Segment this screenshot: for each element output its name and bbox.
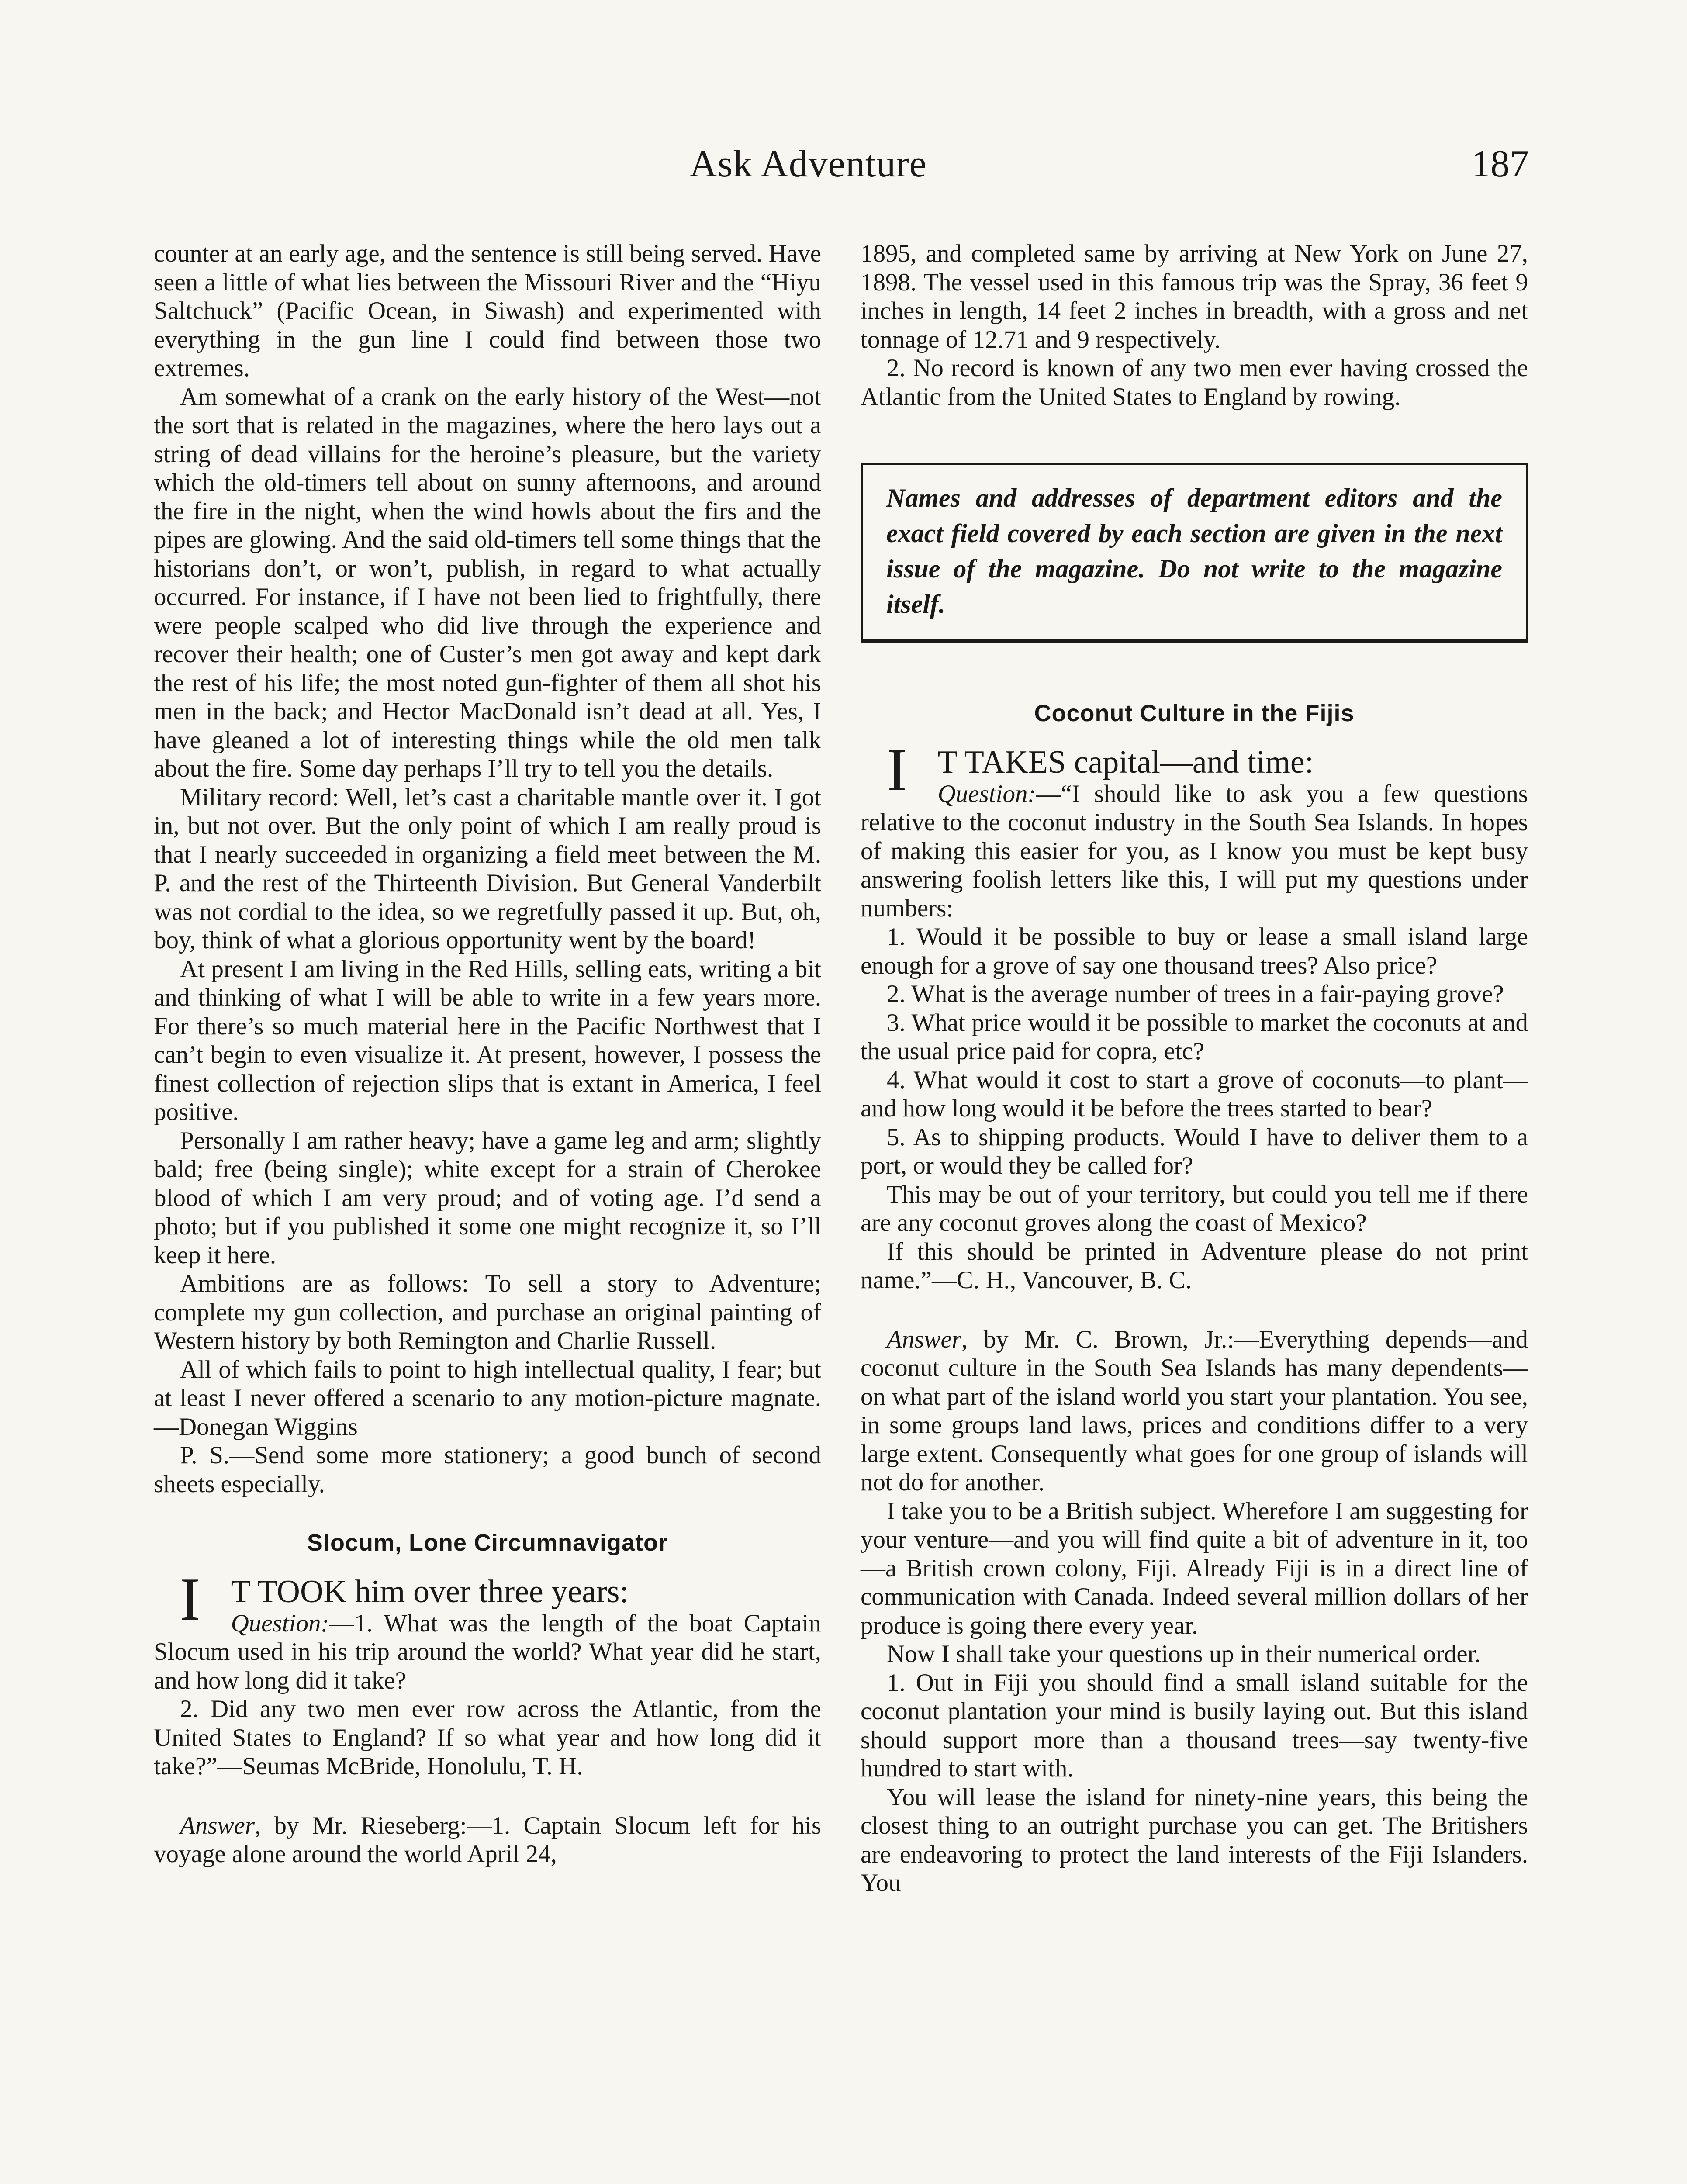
question-text: —1. What was the length of the boat Captain Slocum used in his trip around the world? What year did he start, and how long did it take? xyxy=(154,1609,821,1694)
running-header-title: Ask Adventure xyxy=(689,143,927,185)
answer-text: , by Mr. C. Brown, Jr.:—Everything depends—and coconut culture in the South Sea Islands has many dependents—on what part of the island world you start your plantation. You see, in some groups land laws, prices and conditions differ to a very large extent. Consequently what goes for one group of islands will not do for another. xyxy=(861,1325,1528,1496)
question-paragraph xyxy=(861,780,1528,923)
lead-text: T TAKES capital—and time: xyxy=(937,744,1314,780)
paragraph: Am somewhat of a crank on the early history of the West—not the sort that is related in the magazines, where the hero lays out a string of dead villains for the heroine’s pleasure, but the variety which the old-timers tell about on sunny afternoons, and around the fire in the night, when the wind howls about the firs and the pipes are glowing. And the said old-timers tell some things that the historians don’t, or won’t, publish, in regard to what actually occurred. For instance, if I have not been lied to frightfully, there were people scalped who did live through the experience and recover their health; one of Custer’s men got away and kept dark the rest of his life; the most noted gun-fighter of them all shot his men in the back; and Hector MacDonald isn’t dead at all. Yes, I have gleaned a lot of interesting things while the old men talk about the fire. Some day perhaps I’ll try to tell you the details. xyxy=(154,383,821,782)
drop-cap: I xyxy=(887,736,907,804)
question-label: Question: xyxy=(231,1609,329,1637)
answer-paragraph xyxy=(861,1325,1528,1497)
paragraph: If this should be printed in Adventure please do not print name.”—C. H., Vancouver, B. C. xyxy=(861,1237,1528,1294)
paragraph: 1. Would it be possible to buy or lease a small island large enough for a grove of say one thousand trees? Also price? xyxy=(861,923,1528,979)
paragraph: At present I am living in the Red Hills, selling eats, writing a bit and thinking of what I will be able to write in a few years more. For there’s so much material here in the Pacific Northwest that I can’t begin to even visualize it. At present, however, I possess the finest collection of rejection slips that is extant in America, I feel positive. xyxy=(154,955,821,1126)
paragraph: 1895, and completed same by arriving at New York on June 27, 1898. The vessel used in this famous trip was the Spray, 36 feet 9 inches in length, 14 feet 2 inches in breadth, with a gross and net tonnage of 12.71 and 9 respectively. xyxy=(861,240,1528,353)
paragraph: 5. As to shipping products. Would I have to deliver them to a port, or would they be called for? xyxy=(861,1123,1528,1179)
paragraph: counter at an early age, and the sentence is still being served. Have seen a little of what lies between the Missouri River and the “Hiyu Saltchuck” (Pacific Ocean, in Siwash) and experimented with everything in the gun line I could find between those two extremes. xyxy=(154,240,821,382)
paragraph: 3. What price would it be possible to market the coconuts at and the usual price paid for copra, etc? xyxy=(861,1009,1528,1065)
section-heading: Slocum, Lone Circumnavigator xyxy=(307,1530,668,1556)
page-number: 187 xyxy=(1471,143,1529,185)
answer-label: Answer xyxy=(180,1811,255,1839)
paragraph: Ambitions are as follows: To sell a story to Adventure; complete my gun collection, and purchase an original painting of Western history by both Remington and Charlie Russell. xyxy=(154,1270,821,1355)
section-heading: Coconut Culture in the Fijis xyxy=(1034,700,1355,726)
paragraph: Now I shall take your questions up in their numerical order. xyxy=(887,1640,1481,1668)
answer-text: , by Mr. Rieseberg:—1. Captain Slocum left for his voyage alone around the world April 24, xyxy=(154,1811,821,1868)
paragraph: I take you to be a British subject. Wherefore I am suggesting for your venture—and you will find quite a bit of adventure in it, too—a British crown colony, Fiji. Already Fiji is in a direct line of communication with Canada. Indeed several million dollars of her produce is going there every year. xyxy=(861,1497,1528,1639)
paragraph: You will lease the island for ninety-nine years, this being the closest thing to an outright purchase you can get. The Britishers are endeavoring to protect the land interests of the Fiji Islanders. You xyxy=(861,1783,1528,1897)
paragraph: 4. What would it cost to start a grove of coconuts—to plant—and how long would it be before the trees started to bear? xyxy=(861,1066,1528,1122)
answer-paragraph xyxy=(154,1811,821,1869)
right-column xyxy=(861,239,1528,1897)
lead-text: T TOOK him over three years: xyxy=(231,1573,629,1610)
paragraph: 2. Did any two men ever row across the Atlantic, from the United States to England? If so what year and how long did it take?”—Seumas McBride, Honolulu, T. H. xyxy=(154,1695,821,1780)
drop-cap: I xyxy=(180,1565,201,1633)
notice-box: Names and addresses of department editors and the exact field covered by each section are given in the next issue of the magazine. Do not write to the magazine itself. xyxy=(861,463,1528,643)
paragraph: Military record: Well, let’s cast a charitable mantle over it. I got in, but not over. But the only point of which I am really proud is that I nearly succeeded in organizing a field meet between the M. P. and the rest of the Thirteenth Division. But General Vanderbilt was not cordial to the idea, so we regretfully passed it up. But, oh, boy, think of what a glorious opportunity went by the board! xyxy=(154,783,821,954)
answer-label: Answer xyxy=(887,1325,961,1353)
paragraph: 2. What is the average number of trees in a fair-paying grove? xyxy=(887,980,1504,1008)
paragraph: 1. Out in Fiji you should find a small island suitable for the coconut plantation your mind is busily laying out. But this island should support more than a thousand trees—say twenty-five hundred to start with. xyxy=(861,1669,1528,1782)
paragraph: All of which fails to point to high intellectual quality, I fear; but at least I never offered a scenario to any motion-picture magnate.—Donegan Wiggins xyxy=(154,1355,821,1441)
paragraph: P. S.—Send some more stationery; a good bunch of second sheets especially. xyxy=(154,1441,821,1498)
paragraph: 2. No record is known of any two men ever having crossed the Atlantic from the United States to England by rowing. xyxy=(861,354,1528,411)
paragraph: Personally I am rather heavy; have a game leg and arm; slightly bald; free (being single); white except for a strain of Cherokee blood of which I am very proud; and of voting age. I’d send a photo; but if you published it some one might recognize it, so I’ll keep it here. xyxy=(154,1127,821,1269)
left-column xyxy=(154,239,821,1869)
question-label: Question: xyxy=(937,780,1036,808)
question-text: —“I should like to ask you a few questions relative to the coconut industry in the South Sea Islands. In hopes of making this easier for you, as I know you must be kept busy answering foolish letters like this, I will put my questions under numbers: xyxy=(861,780,1528,922)
question-paragraph xyxy=(154,1609,821,1695)
paragraph: This may be out of your territory, but could you tell me if there are any coconut groves along the coast of Mexico? xyxy=(861,1180,1528,1237)
